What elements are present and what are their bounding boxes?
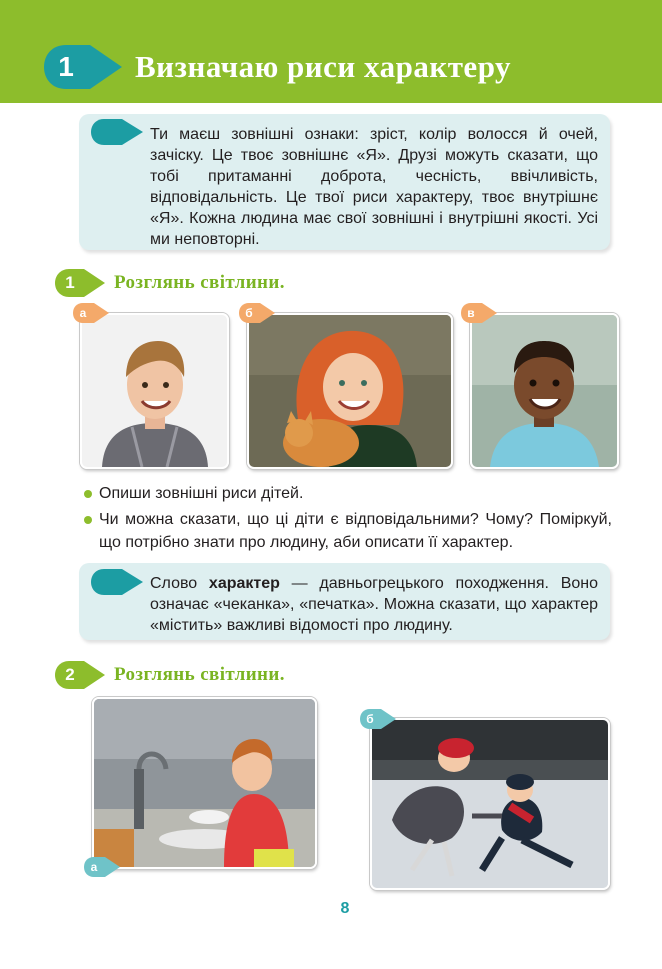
note-marker-icon <box>90 568 144 596</box>
intro-text: Ти маєш зовнішні ознаки: зріст, колір волосся й очей, зачіску. Це твоє зовнішнє «Я». Друзі можуть сказати, що тобі притаманні доброта, чесність, ввічливість, відповідальність. Це твої риси характеру, твоє внутрішнє «Я». Кожна людина має свої зовнішні і внутрішні якості. Усі ми неповторні. <box>150 126 598 248</box>
note-keyword: характер <box>208 575 280 592</box>
note-text-after: — давньогрецького походження. Воно означає «чеканка», «печатка». Можна сказати, що характер «містить» важливі відомості про людину. <box>150 575 598 634</box>
page-number: 8 <box>340 900 350 917</box>
task-1-bullets <box>84 482 612 557</box>
bullet-dot-icon <box>84 516 92 524</box>
bullet-item <box>84 482 612 505</box>
photo-boy-smiling <box>80 313 229 469</box>
boy-smiling-photo-icon <box>82 315 227 467</box>
bullet-dot-icon <box>84 490 92 498</box>
info-marker-icon <box>90 118 144 146</box>
child-washing-dishes-photo-icon <box>94 699 315 867</box>
photo-label-b: б <box>245 306 253 320</box>
bullet-item <box>84 508 612 554</box>
lesson-number: 1 <box>58 51 74 82</box>
photo-label-v: в <box>467 306 475 320</box>
task-2-number: 2 <box>65 665 75 684</box>
photo-children-skating <box>370 718 610 890</box>
photo-smiling-boy <box>470 313 619 469</box>
smiling-boy-photo-icon <box>472 315 617 467</box>
children-skating-photo-icon <box>372 720 608 888</box>
lesson-title: Визначаю риси характеру <box>135 49 512 84</box>
photo-girl-with-cat <box>247 313 453 469</box>
task-1-number: 1 <box>65 273 75 292</box>
girl-with-cat-photo-icon <box>249 315 451 467</box>
photo-label-a2: а <box>90 860 98 874</box>
task-1-title: Розглянь світлини. <box>114 272 285 293</box>
bullet-text: Опиши зовнішні риси дітей. <box>99 485 304 502</box>
bullet-text: Чи можна сказати, що ці діти є відповідальними? Чому? Поміркуй, що потрібно знати про людину, аби описати її характер. <box>99 511 612 551</box>
note-text-before: Слово <box>150 575 209 592</box>
note-text <box>150 573 598 636</box>
photo-label-b2: б <box>366 712 374 726</box>
photo-child-washing-dishes <box>92 697 317 869</box>
task-2-title: Розглянь світлини. <box>114 664 285 685</box>
photo-label-a: а <box>79 306 87 320</box>
